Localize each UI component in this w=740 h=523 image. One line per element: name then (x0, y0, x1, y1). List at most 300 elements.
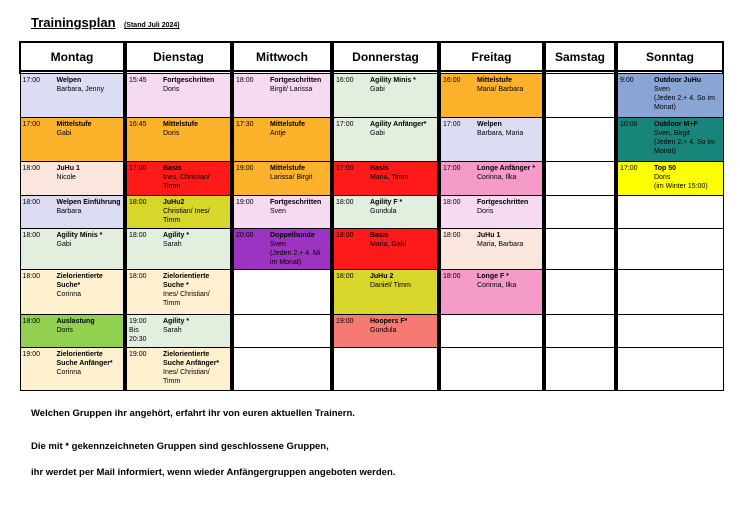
slot-sunday (617, 348, 723, 391)
trainer-info: Barbara (56, 208, 82, 215)
group-name: Zielorientierte Suche Anfänger* (56, 351, 113, 367)
group-name: Basis (370, 232, 389, 239)
training-details (57, 315, 97, 347)
trainer-info: Doris (163, 130, 180, 137)
schedule-row (20, 270, 723, 315)
slot-tuesday (126, 229, 231, 270)
start-time: 19:00 (129, 351, 147, 358)
training-time (441, 196, 477, 228)
schedule-row (20, 162, 723, 196)
training-details (163, 162, 212, 195)
training-entry (441, 196, 542, 228)
training-time (234, 229, 270, 269)
training-details (163, 229, 191, 269)
group-name: Agility * (163, 318, 190, 325)
training-time (618, 162, 654, 195)
plan-title: Trainingsplan (31, 15, 116, 30)
trainer-info: Timm (163, 217, 181, 224)
slot-tuesday (126, 270, 231, 315)
slot-wednesday (233, 196, 331, 229)
start-time: 17:00 (336, 121, 354, 128)
start-time: 16:00 (443, 77, 461, 84)
training-details (163, 74, 216, 117)
trainer-info: Corinna (56, 291, 82, 298)
training-details (270, 118, 307, 161)
slot-sunday (617, 270, 723, 315)
start-time: 9:00 (620, 77, 634, 84)
start-time: 18:00 (443, 232, 461, 239)
training-details (57, 74, 106, 117)
start-time: 20:00 (236, 232, 254, 239)
training-time (127, 74, 163, 117)
training-details (57, 270, 124, 314)
slot-monday (20, 229, 124, 270)
training-entry (234, 229, 330, 269)
time-extra-line: 20:30 (129, 336, 147, 343)
training-details (370, 229, 408, 269)
group-name: Fortgeschritten (477, 199, 529, 206)
note-closed-groups: Die mit * gekennzeichneten Gruppen sind geschlossene Gruppen, (31, 441, 329, 452)
group-name: Fortgeschritten (270, 77, 322, 84)
trainer-info: (Jeden 2.+ 4. So im (654, 139, 715, 146)
training-details (57, 196, 123, 228)
training-time (127, 118, 163, 161)
slot-sunday (617, 196, 723, 229)
trainer-info: Maria, Timm (370, 174, 409, 181)
schedule-body (20, 71, 723, 391)
training-details (57, 229, 105, 269)
training-details (370, 118, 429, 161)
slot-saturday (545, 315, 615, 348)
day-header-thursday: Donnerstag (333, 42, 438, 71)
training-details (477, 118, 525, 161)
trainer-info: (im Winter 15:00) (654, 183, 708, 190)
start-time: 18:00 (336, 199, 354, 206)
training-entry (618, 74, 723, 117)
slot-sunday (617, 162, 723, 196)
group-name: Mittelstufe (270, 121, 305, 128)
training-time (21, 229, 57, 269)
start-time: 17:30 (236, 121, 254, 128)
training-time (21, 348, 57, 390)
group-name: Basis (163, 165, 182, 172)
group-name: Zielorientierte Suche Anfänger* (163, 351, 220, 367)
slot-wednesday (233, 270, 331, 315)
training-time (21, 196, 57, 228)
training-details (163, 196, 212, 228)
day-header-friday: Freitag (440, 42, 543, 71)
group-name: Agility F * (370, 199, 403, 206)
training-details (370, 315, 409, 347)
start-time: 18:00 (336, 232, 354, 239)
slot-tuesday (126, 315, 231, 348)
training-time (21, 118, 57, 161)
slot-tuesday (126, 74, 231, 118)
trainer-info: Maria, Barbara (477, 241, 524, 248)
training-time (334, 74, 370, 117)
start-time: 19:00 (129, 318, 147, 325)
training-entry (21, 229, 124, 269)
slot-saturday (545, 74, 615, 118)
trainer-info: Monat) (654, 148, 676, 155)
group-name: Zielorientierte Suche* (56, 273, 103, 289)
training-details (270, 74, 323, 117)
start-time: 19:00 (22, 351, 41, 358)
training-time (618, 74, 654, 117)
group-name: Welpen (477, 121, 502, 128)
slot-thursday (333, 270, 438, 315)
start-time: 15:45 (129, 77, 147, 84)
day-header-wednesday: Mittwoch (233, 42, 331, 71)
training-details (57, 118, 94, 161)
trainer-info: Gundula (370, 208, 397, 215)
group-name: Fortgeschritten (270, 199, 322, 206)
training-entry (21, 196, 124, 228)
schedule-row (20, 74, 723, 118)
group-name: Agility Anfänger* (370, 121, 427, 128)
group-name: Agility Minis * (370, 77, 416, 84)
trainer-info: Doris (163, 86, 180, 93)
training-entry (618, 162, 723, 195)
trainer-info: Barbara, Jenny (56, 86, 104, 93)
schedule-row (20, 315, 723, 348)
start-time: 16:45 (129, 121, 147, 128)
start-time: 18:00 (236, 77, 254, 84)
training-details (57, 348, 124, 390)
start-time: 18:00 (22, 165, 41, 172)
trainer-info: Gabi (56, 241, 72, 248)
start-time: 18:00 (336, 273, 354, 280)
trainer-info: Sven (654, 86, 670, 93)
training-time (21, 162, 57, 195)
slot-thursday (333, 196, 438, 229)
slot-monday (20, 196, 124, 229)
slot-friday (440, 162, 543, 196)
start-time: 18:00 (443, 199, 461, 206)
training-details (654, 118, 717, 161)
training-entry (334, 270, 437, 314)
group-name: Agility * (163, 232, 190, 239)
slot-saturday (545, 118, 615, 162)
start-time: 17:00 (443, 121, 461, 128)
trainer-info: Gundula (370, 327, 397, 334)
start-time: 19:00 (236, 165, 254, 172)
day-header-tuesday: Dienstag (126, 42, 231, 71)
training-time (127, 196, 163, 228)
training-details (477, 229, 525, 269)
slot-thursday (333, 229, 438, 270)
trainer-info: Larissa/ Birgit (270, 174, 313, 181)
training-time (334, 196, 370, 228)
slot-sunday (617, 74, 723, 118)
slot-wednesday (233, 315, 331, 348)
training-details (163, 270, 230, 314)
slot-wednesday (233, 348, 331, 391)
training-details (370, 162, 411, 195)
trainer-info: Christian/ Ines/ (163, 208, 210, 215)
training-entry (441, 162, 542, 195)
start-time: 17:00 (336, 165, 354, 172)
training-entry (127, 270, 230, 314)
slot-saturday (545, 162, 615, 196)
training-time (127, 270, 163, 314)
schedule-row (20, 196, 723, 229)
group-name: Mittelstufe (270, 165, 305, 172)
training-details (654, 162, 710, 195)
group-name: Top 50 (654, 165, 677, 172)
note-mail-info: ihr werdet per Mail informiert, wenn wieder Anfängergruppen angeboten werden. (31, 467, 396, 478)
trainer-info: Daniel/ Timm (370, 282, 411, 289)
start-time: 18:00 (129, 199, 147, 206)
group-name: Longe Anfänger * (477, 165, 536, 172)
group-name: Mittelstufe (56, 121, 92, 128)
start-time: 17:00 (620, 165, 638, 172)
slot-monday (20, 315, 124, 348)
training-entry (618, 118, 723, 161)
training-entry (234, 196, 330, 228)
training-time (127, 229, 163, 269)
training-entry (334, 118, 437, 161)
slot-sunday (617, 229, 723, 270)
day-header-sunday: Sonntag (617, 42, 723, 71)
slot-friday (440, 315, 543, 348)
training-time (127, 162, 163, 195)
group-name: Agility Minis * (56, 232, 103, 239)
start-time: 18:00 (22, 232, 41, 239)
start-time: 18:00 (22, 199, 41, 206)
group-name: Zielorientierte Suche * (163, 273, 210, 289)
trainer-info: im Monat) (270, 259, 302, 266)
group-name: JuHu 2 (370, 273, 394, 280)
trainer-info: Barbara, Maria (477, 130, 524, 137)
training-time (441, 162, 477, 195)
trainer-info: Timm (163, 183, 181, 190)
slot-wednesday (233, 229, 331, 270)
group-name: Mittelstufe (163, 121, 198, 128)
slot-saturday (545, 196, 615, 229)
trainer-info: Sarah (163, 241, 182, 248)
group-name: JuHu 1 (477, 232, 501, 239)
training-time (618, 118, 654, 161)
slot-thursday (333, 118, 438, 162)
start-time: 18:00 (22, 273, 41, 280)
trainer-info: Maria, Gabi (370, 241, 407, 248)
start-time: 18:00 (129, 273, 147, 280)
group-name: JuHu2 (163, 199, 185, 206)
training-details (477, 196, 530, 228)
trainer-info: Corinna (56, 369, 82, 376)
time-extra-line: Bis (129, 327, 139, 334)
group-name: Welpen Einführung (56, 199, 121, 206)
training-details (163, 118, 200, 161)
training-details (163, 315, 191, 347)
group-name: Welpen (56, 77, 82, 84)
training-details (654, 74, 717, 117)
trainer-info: Doris (477, 208, 494, 215)
plan-subtitle: (Stand Juli 2024) (123, 22, 180, 29)
training-entry (127, 315, 230, 347)
slot-sunday (617, 118, 723, 162)
day-header-monday: Montag (20, 42, 124, 71)
training-time (21, 270, 57, 314)
training-entry (441, 229, 542, 269)
training-entry (441, 118, 542, 161)
slot-friday (440, 196, 543, 229)
trainer-info: Antje (270, 130, 286, 137)
training-time (21, 74, 57, 117)
trainer-info: Monat) (654, 104, 676, 111)
training-time (334, 315, 370, 347)
slot-friday (440, 270, 543, 315)
slot-monday (20, 348, 124, 391)
training-entry (21, 74, 124, 117)
slot-saturday (545, 229, 615, 270)
start-time: 18:00 (22, 318, 41, 325)
slot-wednesday (233, 162, 331, 196)
trainer-info: Sven (270, 208, 286, 215)
training-time (234, 196, 270, 228)
trainer-info: Sarah (163, 327, 182, 334)
day-header-saturday: Samstag (545, 42, 615, 71)
slot-thursday (333, 315, 438, 348)
training-details (370, 196, 404, 228)
training-time (127, 315, 163, 347)
group-name: Fortgeschritten (163, 77, 215, 84)
trainer-info: Sven (270, 241, 286, 248)
training-time (234, 74, 270, 117)
training-entry (21, 315, 124, 347)
slot-monday (20, 118, 124, 162)
training-details (163, 348, 230, 390)
training-time (127, 348, 163, 390)
slot-friday (440, 118, 543, 162)
group-name: Hoopers F* (370, 318, 408, 325)
trainer-info: (Jeden 2.+ 4. Mi (270, 250, 321, 257)
schedule-row (20, 229, 723, 270)
day-header-row (20, 42, 723, 71)
start-time: 19:00 (236, 199, 254, 206)
slot-saturday (545, 270, 615, 315)
training-details (270, 229, 322, 269)
group-name: Doppelhunde (270, 232, 315, 239)
trainer-info: Ines/ Christian/ (163, 369, 210, 376)
training-details (477, 270, 518, 314)
training-time (441, 118, 477, 161)
trainer-info: Nicole (56, 174, 76, 181)
training-entry (334, 229, 437, 269)
plan-title-block (31, 14, 180, 32)
training-time (234, 118, 270, 161)
training-details (477, 162, 537, 195)
training-details (477, 74, 525, 117)
training-entry (21, 162, 124, 195)
training-entry (127, 196, 230, 228)
trainer-info: Sven, Birgit (654, 130, 690, 137)
trainer-info: Gabi (370, 130, 385, 137)
group-name: Outdoor JuHu (654, 77, 702, 84)
slot-tuesday (126, 348, 231, 391)
training-details (270, 162, 314, 195)
training-entry (127, 74, 230, 117)
trainer-info: Doris (654, 174, 671, 181)
group-name: Auslastung (56, 318, 95, 325)
start-time: 19:00 (336, 318, 354, 325)
group-name: Outdoor M+F (654, 121, 698, 128)
training-entry (127, 118, 230, 161)
training-entry (21, 348, 124, 390)
training-entry (334, 196, 437, 228)
group-name: JuHu 1 (56, 165, 80, 172)
slot-friday (440, 229, 543, 270)
slot-monday (20, 162, 124, 196)
slot-wednesday (233, 74, 331, 118)
training-entry (334, 162, 437, 195)
training-time (334, 229, 370, 269)
training-time (441, 229, 477, 269)
training-time (441, 74, 477, 117)
training-time (234, 162, 270, 195)
training-entry (234, 162, 330, 195)
training-entry (127, 229, 230, 269)
training-details (370, 270, 413, 314)
start-time: 17:00 (129, 165, 147, 172)
training-entry (21, 118, 124, 161)
slot-monday (20, 74, 124, 118)
slot-friday (440, 74, 543, 118)
slot-tuesday (126, 162, 231, 196)
slot-saturday (545, 348, 615, 391)
schedule-row (20, 118, 723, 162)
trainer-info: Timm (163, 378, 181, 385)
start-time: 16:00 (336, 77, 354, 84)
training-entry (234, 74, 330, 117)
training-entry (441, 74, 542, 117)
trainer-info: Birgit/ Larissa (270, 86, 313, 93)
start-time: 10:00 (620, 121, 638, 128)
training-time (441, 270, 477, 314)
start-time: 17:00 (22, 77, 41, 84)
trainer-info: Ines, Christian/ (163, 174, 210, 181)
training-entry (334, 315, 437, 347)
training-time (334, 118, 370, 161)
trainer-info: Corinna, Ilka (477, 282, 517, 289)
training-entry (441, 270, 542, 314)
training-entry (21, 270, 124, 314)
trainer-info: Gabi (56, 130, 72, 137)
training-details (57, 162, 82, 195)
note-trainers: Welchen Gruppen ihr angehört, erfahrt ihr von euren aktuellen Trainern. (31, 408, 355, 419)
trainer-info: Gabi (370, 86, 385, 93)
training-details (270, 196, 323, 228)
slot-thursday (333, 348, 438, 391)
trainer-info: Ines/ Christian/ (163, 291, 210, 298)
group-name: Mittelstufe (477, 77, 512, 84)
trainer-info: Corinna, Ilka (477, 174, 517, 181)
training-entry (334, 74, 437, 117)
training-time (334, 270, 370, 314)
start-time: 17:00 (22, 121, 41, 128)
schedule-table (19, 41, 724, 391)
start-time: 17:00 (443, 165, 461, 172)
training-time (21, 315, 57, 347)
slot-tuesday (126, 196, 231, 229)
trainer-info: (Jeden 2.+ 4. So im (654, 95, 715, 102)
training-entry (234, 118, 330, 161)
slot-sunday (617, 315, 723, 348)
slot-friday (440, 348, 543, 391)
trainer-info: Timm (163, 300, 181, 307)
slot-wednesday (233, 118, 331, 162)
